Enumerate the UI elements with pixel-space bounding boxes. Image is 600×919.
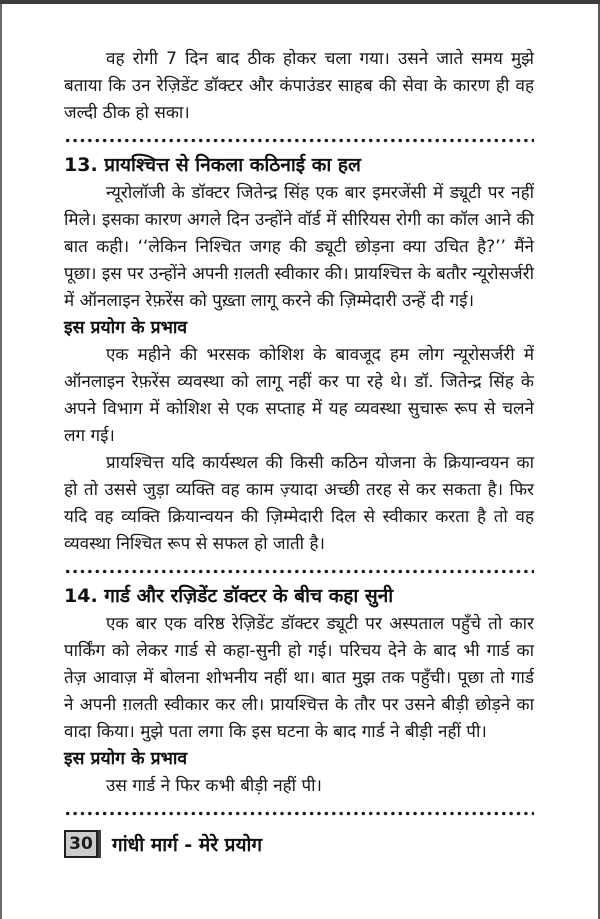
dotted-separator [64, 569, 534, 574]
section-14-heading: 14. गार्ड और रज़िडेंट डॉक्टर के बीच कहा सुनी [64, 585, 394, 607]
page-number-badge: 30 [64, 830, 98, 858]
intro-paragraph: वह रोगी 7 दिन बाद ठीक होकर चला गया। उसने जाते समय मुझे बताया कि उन रेज़िडेंट डॉक्टर और कंपाउंडर साहब की सेवा के कारण ही वह जल्दी ठीक हो सका। [64, 49, 534, 123]
section-13-paragraph-1: न्यूरोलॉजी के डॉक्टर जितेन्द्र सिंह एक बार इमरजेंसी में ड्यूटी पर नहीं मिले। इसका कारण अगले दिन उन्होंने वॉर्ड में सीरियस रोगी का कॉल आने की बात कही। ‘‘लेकिन निश्चित जगह की ड्यूटी छोड़ना क्या उचित है?’’ मैंने पूछा। इस पर उन्होंने अपनी ग़लती स्वीकार की। प्रायश्चित्त के बतौर न्यूरोसर्जरी में ऑनलाइन रेफ़रेंस को पुख़्ता लागू करने की ज़िम्मेदारी उन्हें दी गई। [64, 183, 534, 311]
section-14-paragraph-1: एक बार एक वरिष्ठ रेज़िडेंट डॉक्टर ड्यूटी पर अस्पताल पहुँचे तो कार पार्किंग को लेकर गार्ड से कहा-सुनी हो गई। परिचय देने के बाद भी गार्ड का तेज़ आवाज़ में बोलना शोभनीय नहीं था। बात मुझ तक पहुँची। पूछा तो गार्ड ने अपनी ग़लती स्वीकार कर ली। प्रायश्चित्त के तौर पर उसने बीड़ी छोड़ने का वादा किया। मुझे पता लगा कि इस घटना के बाद गार्ड ने बीड़ी नहीं पी। [64, 614, 534, 742]
section-14-paragraph-2: उस गार्ड ने फिर कभी बीड़ी नहीं पी। [106, 776, 322, 796]
book-title: गांधी मार्ग - मेरे प्रयोग [112, 834, 263, 856]
section-13-heading: 13. प्रायश्चित्त से निकला कठिनाई का हल [64, 154, 361, 176]
dotted-separator [64, 138, 534, 143]
section-14-subheading: इस प्रयोग के प्रभाव [64, 749, 188, 769]
page-left-edge [0, 4, 2, 919]
section-13-paragraph-3: प्रायश्चित्त यदि कार्यस्थल की किसी कठिन योजना के क्रियान्वयन का हो तो उससे जुड़ा व्यक्ति वह काम ज़्यादा अच्छी तरह से कर सकता है। फिर यदि वह व्यक्ति क्रियान्वयन की ज़िम्मेदारी दिल से स्वीकार करता है तो वह व्यवस्था निश्चित रूप से सफल हो जाती है। [64, 453, 534, 554]
page-content [64, 46, 534, 858]
section-13-paragraph-2: एक महीने की भरसक कोशिश के बावजूद हम लोग न्यूरोसर्जरी में ऑनलाइन रेफ़रेंस व्यवस्था को लागू नहीं कर पा रहे थे। डॉ. जितेन्द्र सिंह के अपने विभाग में कोशिश से एक सप्ताह में यह व्यवस्था सुचारू रूप से चलने लग गई। [64, 345, 534, 446]
dotted-separator [64, 811, 534, 816]
section-13-subheading: इस प्रयोग के प्रभाव [64, 318, 188, 338]
page-footer [64, 830, 534, 858]
page-top-edge [0, 0, 600, 4]
